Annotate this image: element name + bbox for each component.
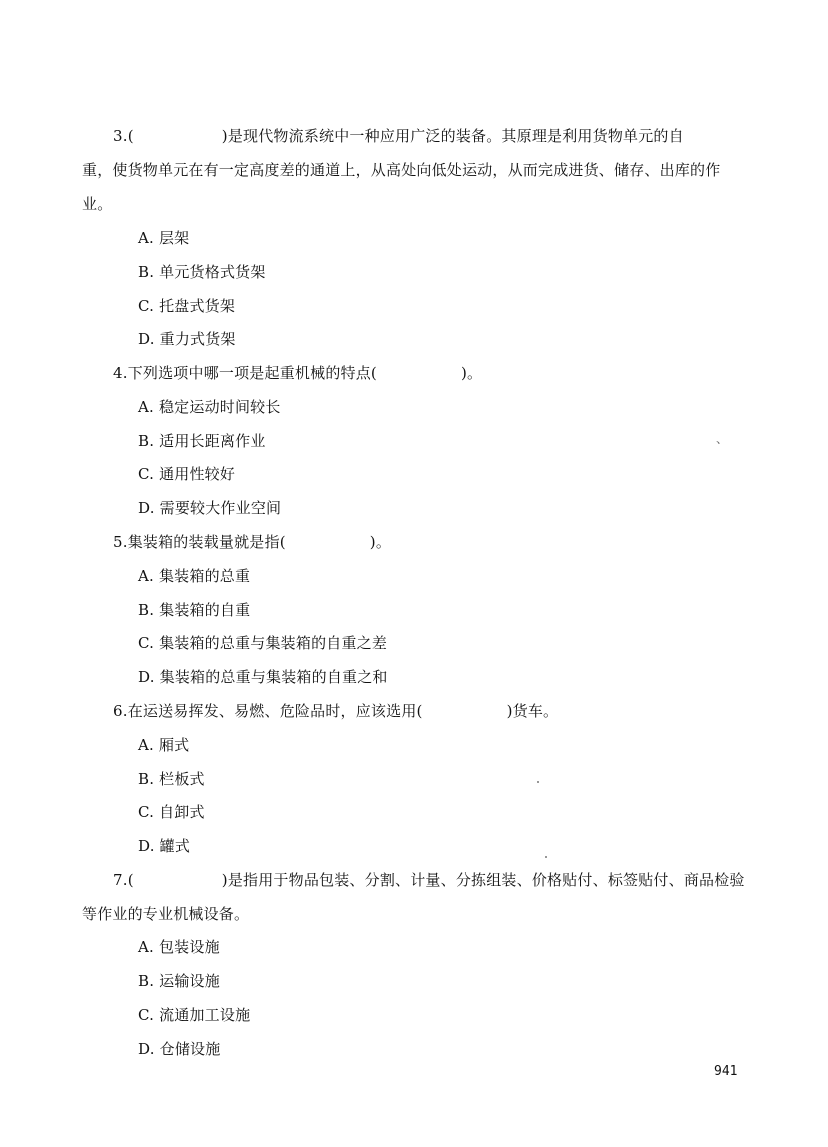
question-6-option-d: D. 罐式	[138, 837, 191, 855]
question-3-option-d: D. 重力式货架	[138, 330, 236, 348]
question-6-text: 6.在运送易挥发、易燃、危险品时，应该选用(	[113, 702, 423, 720]
question-5-option-c: C. 集装箱的总重与集装箱的自重之差	[138, 634, 388, 652]
question-7-option-b: B. 运输设施	[138, 972, 220, 990]
question-6-option-a: A. 厢式	[138, 736, 190, 754]
question-3-stem-line-1	[113, 126, 783, 146]
question-7-option-d: D. 仓储设施	[138, 1040, 221, 1058]
scan-speck	[537, 781, 539, 783]
question-6-option-c: C. 自卸式	[138, 803, 205, 821]
scan-speck	[545, 856, 547, 858]
question-3-text: )是现代物流系统中一种应用广泛的装备。其原理是利用货物单元的自	[221, 127, 684, 145]
question-6-option-b: B. 栏板式	[138, 770, 205, 788]
question-7-option-a: A. 包装设施	[138, 938, 220, 956]
question-7-number: 7.(	[113, 871, 134, 889]
question-5-tail: )。	[369, 533, 392, 551]
stray-mark: 、	[716, 432, 729, 446]
question-3-number: 3.(	[113, 127, 134, 145]
question-3-option-c: C. 托盘式货架	[138, 297, 236, 315]
question-7-stem-line-1	[113, 870, 783, 890]
question-3-stem-line-2: 重，使货物单元在有一定高度差的通道上，从高处向低处运动，从而完成进货、储存、出库的作	[82, 161, 721, 179]
question-5-option-b: B. 集装箱的自重	[138, 601, 251, 619]
question-3-option-b: B. 单元货格式货架	[138, 263, 266, 281]
question-4-text: 4.下列选项中哪一项是起重机械的特点(	[113, 364, 377, 382]
question-4-option-c: C. 通用性较好	[138, 465, 236, 483]
question-5-option-a: A. 集装箱的总重	[138, 567, 251, 585]
question-7-option-c: C. 流通加工设施	[138, 1006, 251, 1024]
question-7-text: )是指用于物品包装、分割、计量、分拣组装、价格贴付、标签贴付、商品检验	[221, 871, 745, 889]
question-4-stem	[113, 363, 783, 383]
question-6-tail: )货车。	[506, 702, 559, 720]
question-7-stem-line-2: 等作业的专业机械设备。	[82, 905, 250, 923]
question-5-text: 5.集装箱的装载量就是指(	[113, 533, 286, 551]
question-4-option-a: A. 稳定运动时间较长	[138, 398, 281, 416]
page-number: 941	[714, 1064, 738, 1079]
question-4-option-b: B. 适用长距离作业	[138, 432, 266, 450]
question-6-stem	[113, 701, 783, 721]
question-5-stem	[113, 532, 783, 552]
question-4-tail: )。	[460, 364, 483, 382]
question-5-option-d: D. 集装箱的总重与集装箱的自重之和	[138, 668, 388, 686]
question-3-option-a: A. 层架	[138, 229, 190, 247]
question-4-option-d: D. 需要较大作业空间	[138, 499, 282, 517]
question-3-stem-line-3: 业。	[82, 195, 113, 213]
